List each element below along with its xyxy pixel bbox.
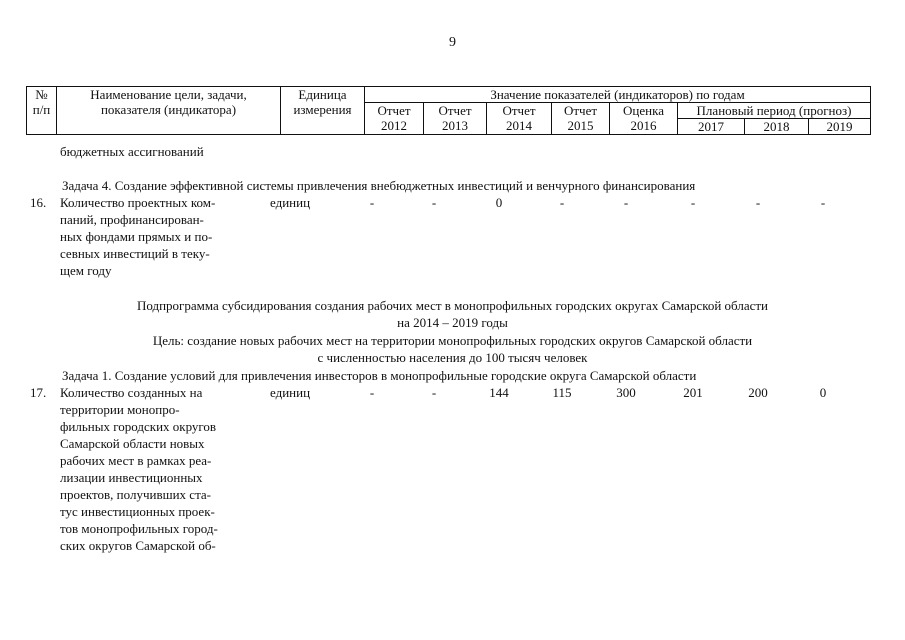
task-1-heading: Задача 1. Создание условий для привлечения инвесторов в монопрофильные городские округа Самарской области xyxy=(62,368,697,383)
row-16-name: Количество проектных ком- паний, профинансирован- ных фондами прямых и по- севных инвестиций в теку- щем году xyxy=(60,195,216,278)
goal-text: Цель: создание новых рабочих мест на территории монопрофильных городских округов Самарской области с численностью населения до 100 тысяч человек xyxy=(152,333,753,365)
row-16-value-2019: - xyxy=(820,195,826,210)
header-year-2019: 2019 xyxy=(809,119,871,135)
row-17-value-2014: 144 xyxy=(489,385,509,400)
header-col-2013: Отчет 2013 xyxy=(424,103,487,135)
header-col-2015: Отчет 2015 xyxy=(552,103,610,135)
row-17-value-2015: 115 xyxy=(552,385,572,400)
row-17-value-2018: 200 xyxy=(748,385,768,400)
header-values-title: Значение показателей (индикаторов) по годам xyxy=(365,87,871,103)
row-16-value-2017: - xyxy=(690,195,696,210)
row-16-value-2018: - xyxy=(755,195,761,210)
row-17-value-2013: - xyxy=(431,385,437,400)
row-16-unit: единиц xyxy=(270,195,311,210)
row-17-unit: единиц xyxy=(270,385,311,400)
row-16-value-2014: 0 xyxy=(495,195,503,210)
row-16-value-2015: - xyxy=(559,195,565,210)
header-col-2012: Отчет 2012 xyxy=(365,103,424,135)
row-17-value-2019: 0 xyxy=(819,385,827,400)
header-num: № п/п xyxy=(27,87,57,135)
row-16-number: 16. xyxy=(30,195,47,210)
row-17-value-2012: - xyxy=(369,385,375,400)
indicator-table-header xyxy=(26,86,871,135)
row-17-number: 17. xyxy=(30,385,47,400)
header-planned: Плановый период (прогноз) xyxy=(678,103,871,119)
row-17-value-2017: 201 xyxy=(683,385,703,400)
header-col-2016: Оценка 2016 xyxy=(610,103,678,135)
row-16-value-2013: - xyxy=(431,195,437,210)
header-year-2018: 2018 xyxy=(745,119,809,135)
task-4-heading: Задача 4. Создание эффективной системы привлечения внебюджетных инвестиций и венчурного финансирования xyxy=(62,178,696,193)
row-17-name: Количество созданных на территории монопро- фильных городских округов Самарской области новых рабочих мест в рамках реа- лизации инвестиционных проектов, получивших ста- тус инвестиционных проек- тов монопрофильных город- ских округов Самарской об- xyxy=(60,385,218,553)
row-16-value-2016: - xyxy=(623,195,629,210)
page-number: 9 xyxy=(449,35,456,50)
continuation-text: бюджетных ассигнований xyxy=(60,144,204,159)
header-col-2014: Отчет 2014 xyxy=(487,103,552,135)
subprogram-title: Подпрограмма субсидирования создания рабочих мест в монопрофильных городских округах Самарской области на 2014 – 2019 годы xyxy=(136,298,769,330)
row-17-value-2016: 300 xyxy=(616,385,636,400)
header-unit: Единица измерения xyxy=(281,87,365,135)
header-year-2017: 2017 xyxy=(678,119,745,135)
row-16-value-2012: - xyxy=(369,195,375,210)
header-name: Наименование цели, задачи, показателя (индикатора) xyxy=(57,87,281,135)
